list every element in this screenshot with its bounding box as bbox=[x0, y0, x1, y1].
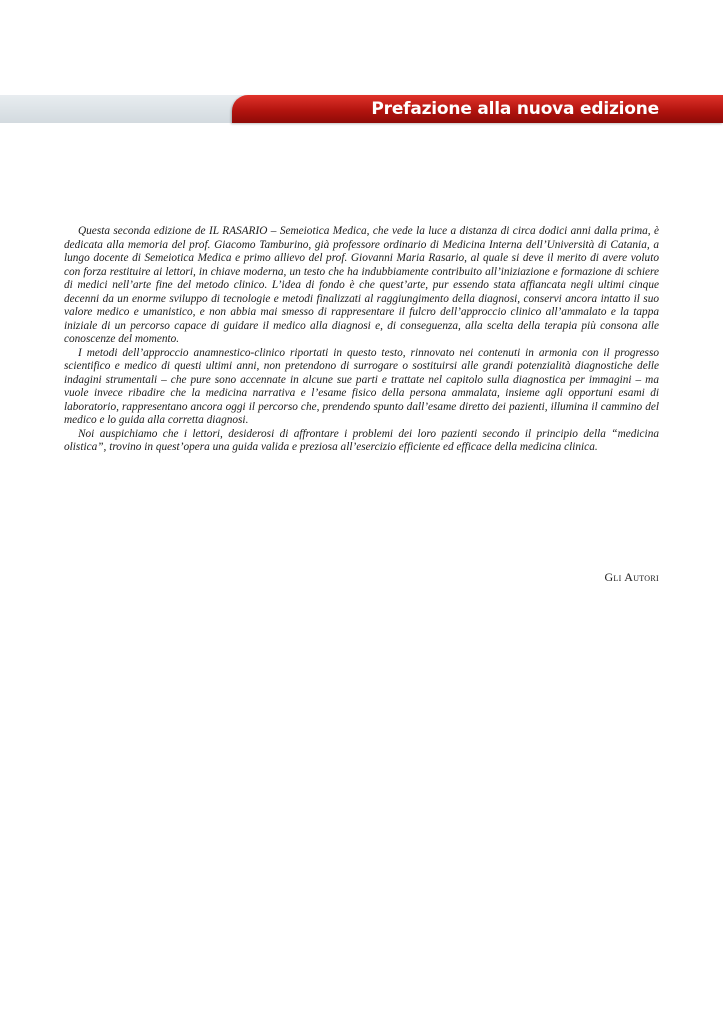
page-title: Prefazione alla nuova edizione bbox=[371, 99, 659, 119]
preface-paragraph-1: Questa seconda edizione de IL RASARIO – Semeiotica Medica, che vede la luce a distanza di circa dodici anni dalla prima, è dedicata alla memoria del prof. Giacomo Tamburino, già professore ordinario di Medicina Interna dell’Università di Catania, a lungo docente di Semeiotica Medica e primo allievo del prof. Giovanni Maria Rasario, al quale si deve il merito di avere voluto con forza restituire ai lettori, in chiave moderna, un testo che ha indubbiamente contribuito all’iniziazione e formazione di schiere di medici nell’arte fine del metodo clinico. L’idea di fondo è che quest’arte, pur essendo stata affiancata negli ultimi cinque decenni da un enorme sviluppo di tecnologie e metodi finalizzati al raggiungimento della diagnosi, conservi ancora intatto il suo valore medico e umanistico, e non abbia mai smesso di rappresentare il fulcro dell’approccio clinico all’ammalato e la tappa iniziale di un percorso capace di guidare il medico alla diagnosi e, di conseguenza, alla scelta della terapia più consona alle conoscenze del momento. bbox=[64, 225, 659, 345]
preface-paragraph-3: Noi auspichiamo che i lettori, desiderosi di affrontare i problemi dei loro pazienti secondo il principio della “medicina olistica”, trovino in quest’opera una guida valida e preziosa all’esercizio efficiente ed efficace della medicina clinica. bbox=[64, 427, 659, 453]
preface-body bbox=[64, 225, 659, 455]
preface-paragraph-2: I metodi dell’approccio anamnestico-clinico riportati in questo testo, rinnovato nei contenuti in armonia con il progresso scientifico e medico di questi ultimi anni, non pretendono di surrogare o sostituirsi alle grandi potenzialità diagnostiche delle indagini strumentali – che pure sono accennate in alcune sue parti e trattate nel capitolo sulla diagnostica per immagini – ma vuole invece ribadire che la medicina narrativa e l’esame fisico della persona ammalata, insieme agli opportuni esami di laboratorio, rappresentano ancora oggi il percorso che, prendendo spunto dall’esame diretto dei pazienti, illumina il cammino del medico e lo guida alla corretta diagnosi. bbox=[64, 346, 659, 426]
authors-signature: Gli Autori bbox=[604, 570, 659, 584]
